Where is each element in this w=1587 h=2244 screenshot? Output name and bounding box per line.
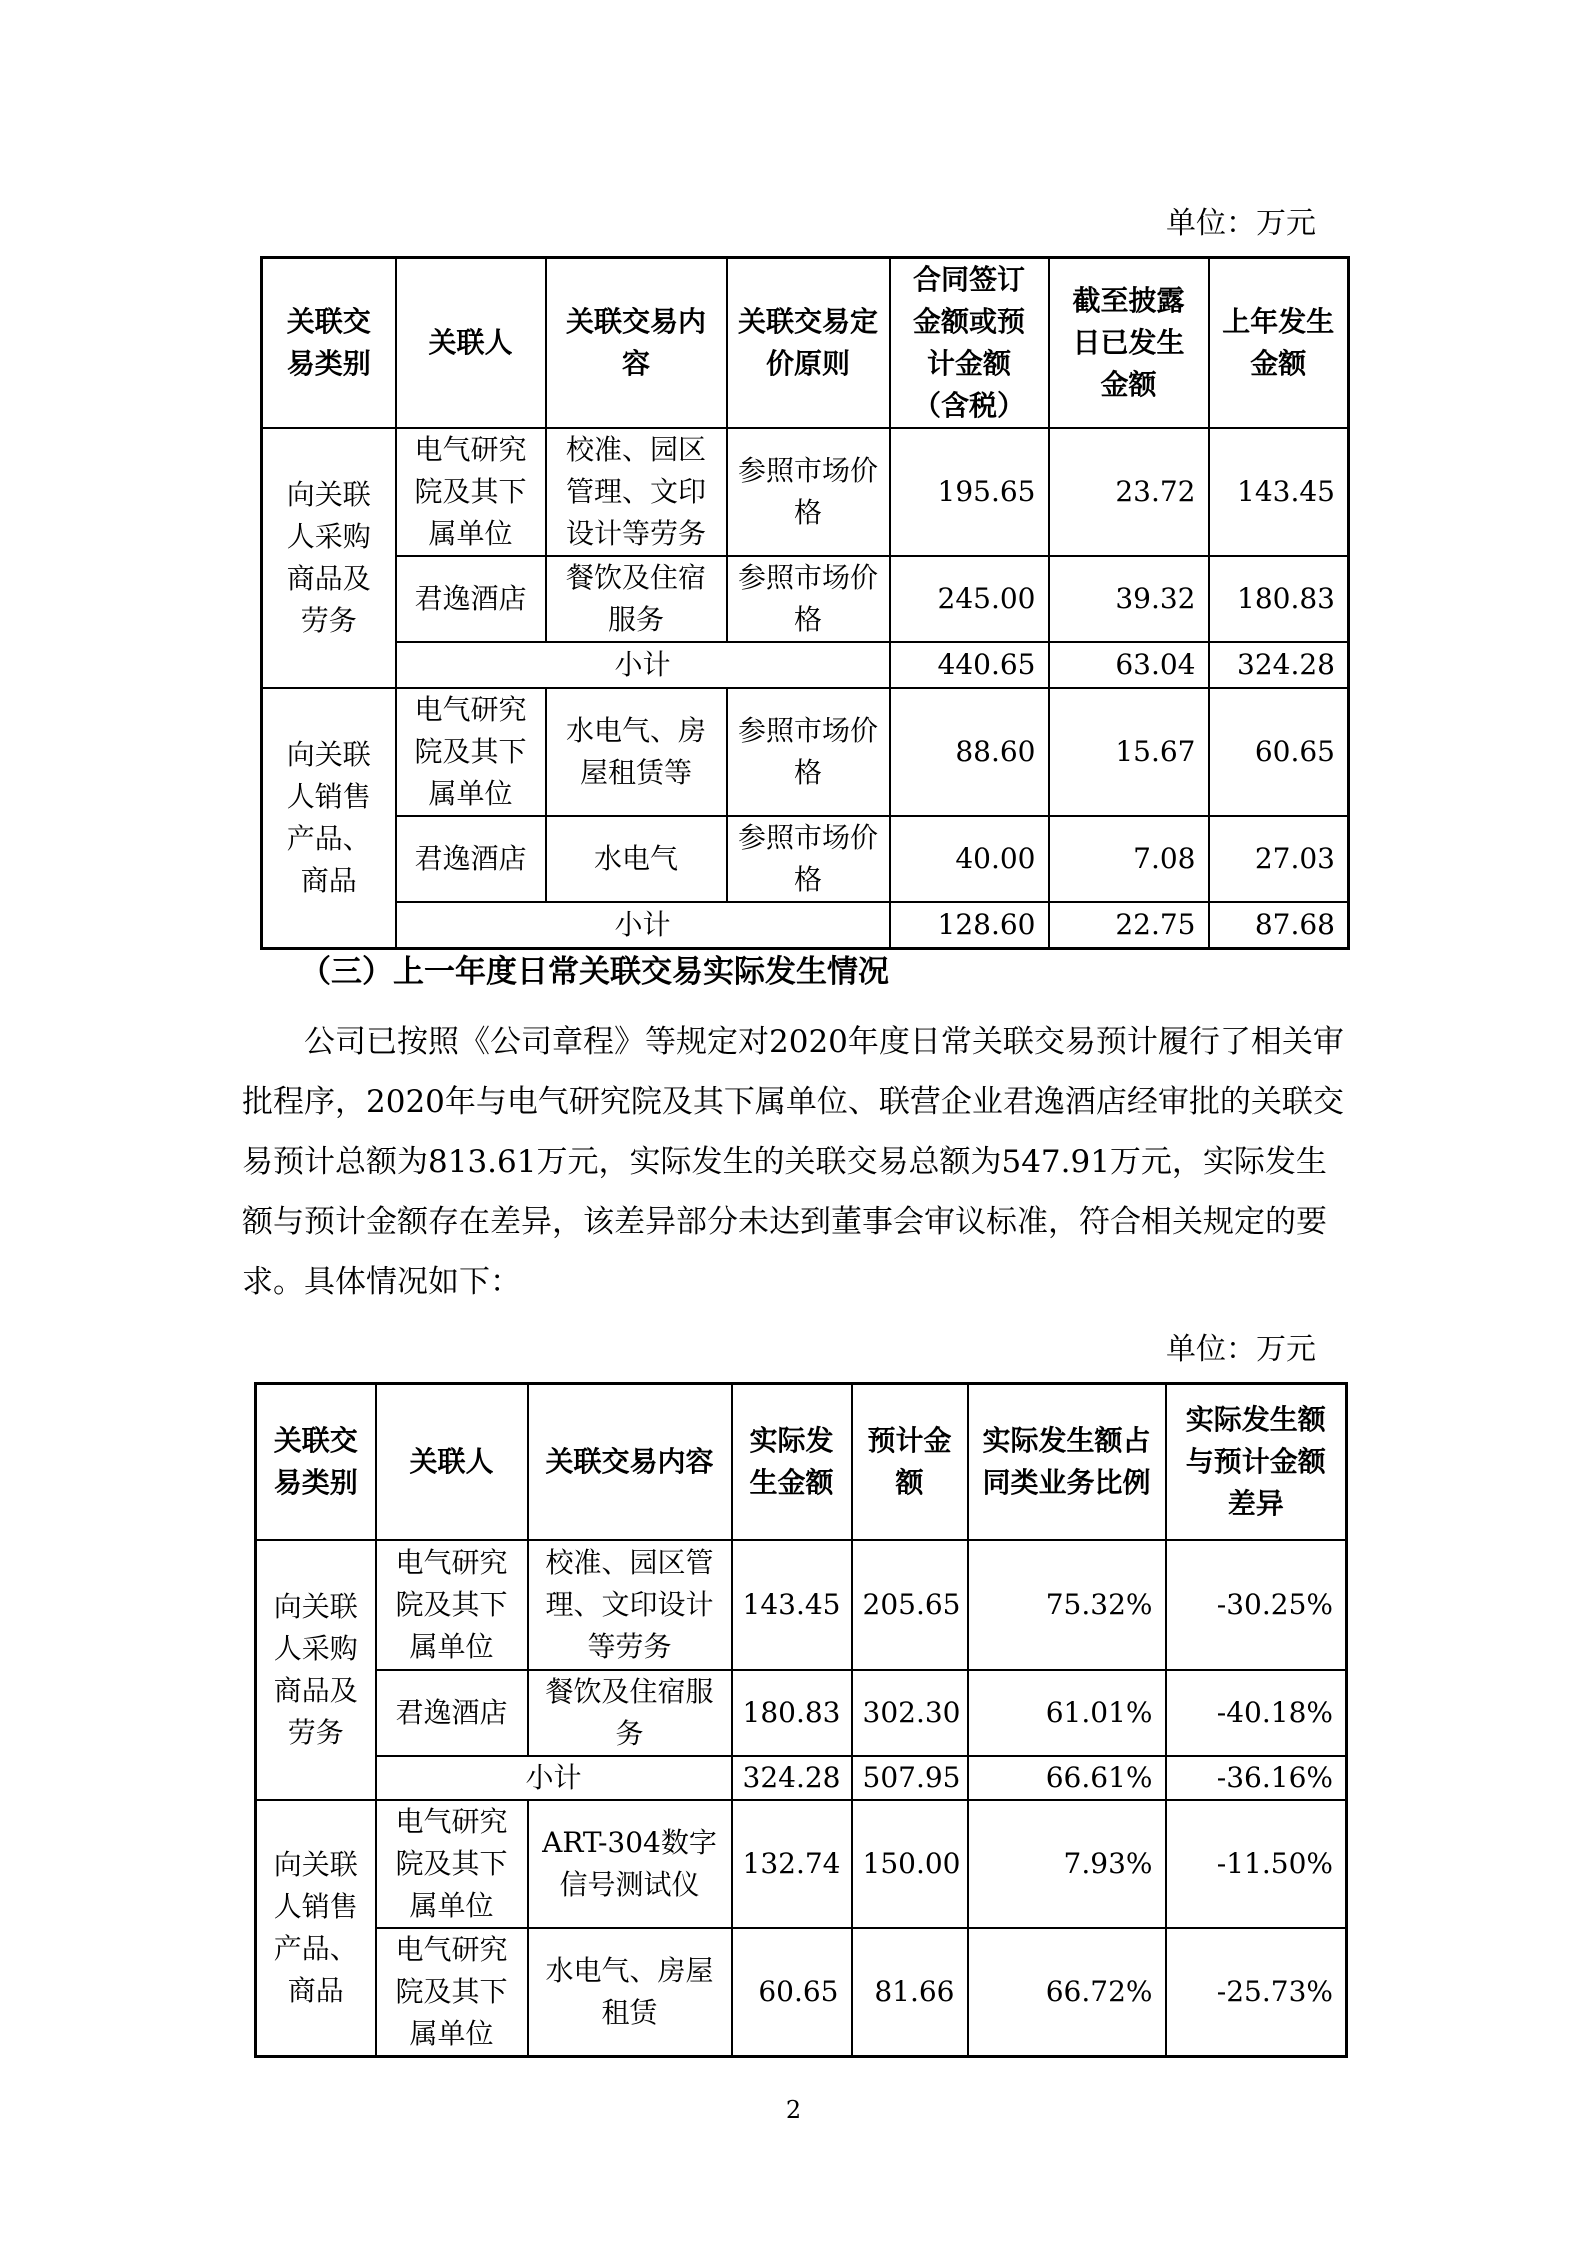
table1-subtotal-last-year: 324.28 [1209, 642, 1349, 688]
table1-content: 校准、园区管理、文印设计等劳务 [546, 428, 727, 556]
table1-header-contract: 合同签订金额或预计金额（含税） [890, 258, 1049, 429]
table2-estimated: 81.66 [852, 1928, 968, 2057]
table-row [262, 688, 1349, 816]
table2-ratio: 75.32% [968, 1540, 1166, 1670]
table1-party: 电气研究院及其下属单位 [396, 428, 546, 556]
table2-estimated: 150.00 [852, 1800, 968, 1928]
table2-ratio: 66.72% [968, 1928, 1166, 2057]
table2-subtotal-label: 小计 [376, 1756, 732, 1800]
table1-party: 君逸酒店 [396, 556, 546, 642]
table-row [256, 1800, 1347, 1928]
table2-actual: 180.83 [732, 1670, 852, 1756]
table1-party: 君逸酒店 [396, 816, 546, 902]
table2-actual: 143.45 [732, 1540, 852, 1670]
table1-disclosed: 39.32 [1049, 556, 1209, 642]
table2-party: 电气研究院及其下属单位 [376, 1540, 528, 1670]
forecast-table [260, 256, 1350, 950]
table2-header-estimated: 预计金额 [852, 1384, 968, 1540]
table1-header-pricing: 关联交易定价原则 [727, 258, 890, 429]
unit-label-1: 单位：万元 [1166, 206, 1316, 241]
table2-header-party: 关联人 [376, 1384, 528, 1540]
table1-contract: 195.65 [890, 428, 1049, 556]
table1-pricing: 参照市场价格 [727, 688, 890, 816]
table2-header-category: 关联交易类别 [256, 1384, 376, 1540]
table1-contract: 88.60 [890, 688, 1049, 816]
body-paragraph-text: 公司已按照《公司章程》等规定对2020年度日常关联交易预计履行了相关审批程序，2020年与电气研究院及其下属单位、联营企业君逸酒店经审批的关联交易预计总额为813.61万元，实际发生的关联交易总额为547.91万元，实际发生额与预计金额存在差异，该差异部分未达到董事会审议标准，符合相关规定的要求。具体情况如下： [242, 1024, 1344, 1300]
table-row [256, 1928, 1347, 2057]
table1-pricing: 参照市场价格 [727, 428, 890, 556]
table2-header-row [256, 1384, 1347, 1540]
table-row [262, 816, 1349, 902]
table1-header-content: 关联交易内容 [546, 258, 727, 429]
table1-content: 水电气 [546, 816, 727, 902]
table2-actual: 60.65 [732, 1928, 852, 2057]
page-number: 2 [785, 2096, 802, 2124]
table-row [262, 428, 1349, 556]
table1-contract: 245.00 [890, 556, 1049, 642]
table2-content: 餐饮及住宿服务 [528, 1670, 732, 1756]
unit-label-2: 单位：万元 [1166, 1332, 1316, 1367]
table1-party: 电气研究院及其下属单位 [396, 688, 546, 816]
table1-content: 水电气、房屋租赁等 [546, 688, 727, 816]
table2-category: 向关联人采购商品及劳务 [256, 1540, 376, 1800]
section-heading: （三）上一年度日常关联交易实际发生情况 [300, 954, 889, 990]
table1-contract: 40.00 [890, 816, 1049, 902]
table2-party: 君逸酒店 [376, 1670, 528, 1756]
table1-pricing: 参照市场价格 [727, 556, 890, 642]
table1-pricing: 参照市场价格 [727, 816, 890, 902]
table1-header-last-year: 上年发生金额 [1209, 258, 1349, 429]
table2-ratio: 61.01% [968, 1670, 1166, 1756]
table2-content: 校准、园区管理、文印设计等劳务 [528, 1540, 732, 1670]
table1-subtotal-last-year: 87.68 [1209, 902, 1349, 948]
table2-party: 电气研究院及其下属单位 [376, 1800, 528, 1928]
table-row [262, 556, 1349, 642]
table2-header-ratio: 实际发生额占同类业务比例 [968, 1384, 1166, 1540]
table1-subtotal-contract: 440.65 [890, 642, 1049, 688]
table2-estimated: 205.65 [852, 1540, 968, 1670]
table1-subtotal-contract: 128.60 [890, 902, 1049, 948]
table1-header-party: 关联人 [396, 258, 546, 429]
table2-header-content: 关联交易内容 [528, 1384, 732, 1540]
table1-header-row [262, 258, 1349, 429]
table1-subtotal-row [262, 902, 1349, 948]
table2-diff: -25.73% [1166, 1928, 1347, 2057]
table2-content: ART-304数字信号测试仪 [528, 1800, 732, 1928]
table2-actual: 132.74 [732, 1800, 852, 1928]
actual-table [254, 1382, 1348, 2058]
table2-header-diff: 实际发生额与预计金额差异 [1166, 1384, 1347, 1540]
table2-content: 水电气、房屋租赁 [528, 1928, 732, 2057]
table1-header-category: 关联交易类别 [262, 258, 396, 429]
table1-subtotal-disclosed: 22.75 [1049, 902, 1209, 948]
table-row [256, 1670, 1347, 1756]
table1-last-year: 60.65 [1209, 688, 1349, 816]
table1-last-year: 180.83 [1209, 556, 1349, 642]
table-row [256, 1540, 1347, 1670]
body-paragraph [242, 1012, 1354, 1312]
table1-last-year: 143.45 [1209, 428, 1349, 556]
table1-subtotal-disclosed: 63.04 [1049, 642, 1209, 688]
table1-header-disclosed: 截至披露日已发生金额 [1049, 258, 1209, 429]
table2-diff: -11.50% [1166, 1800, 1347, 1928]
table2-subtotal-diff: -36.16% [1166, 1756, 1347, 1800]
table2-estimated: 302.30 [852, 1670, 968, 1756]
table1-subtotal-row [262, 642, 1349, 688]
table2-diff: -30.25% [1166, 1540, 1347, 1670]
table2-diff: -40.18% [1166, 1670, 1347, 1756]
table2-subtotal-ratio: 66.61% [968, 1756, 1166, 1800]
table2-header-actual: 实际发生金额 [732, 1384, 852, 1540]
table1-disclosed: 15.67 [1049, 688, 1209, 816]
table1-subtotal-label: 小计 [396, 642, 890, 688]
table1-disclosed: 7.08 [1049, 816, 1209, 902]
table1-category: 向关联人销售产品、商品 [262, 688, 396, 948]
table2-subtotal-estimated: 507.95 [852, 1756, 968, 1800]
table2-category: 向关联人销售产品、商品 [256, 1800, 376, 2057]
table1-subtotal-label: 小计 [396, 902, 890, 948]
table1-content: 餐饮及住宿服务 [546, 556, 727, 642]
table2-subtotal-actual: 324.28 [732, 1756, 852, 1800]
table2-subtotal-row [256, 1756, 1347, 1800]
table1-disclosed: 23.72 [1049, 428, 1209, 556]
table2-ratio: 7.93% [968, 1800, 1166, 1928]
table1-category: 向关联人采购商品及劳务 [262, 428, 396, 688]
table1-last-year: 27.03 [1209, 816, 1349, 902]
table2-party: 电气研究院及其下属单位 [376, 1928, 528, 2057]
